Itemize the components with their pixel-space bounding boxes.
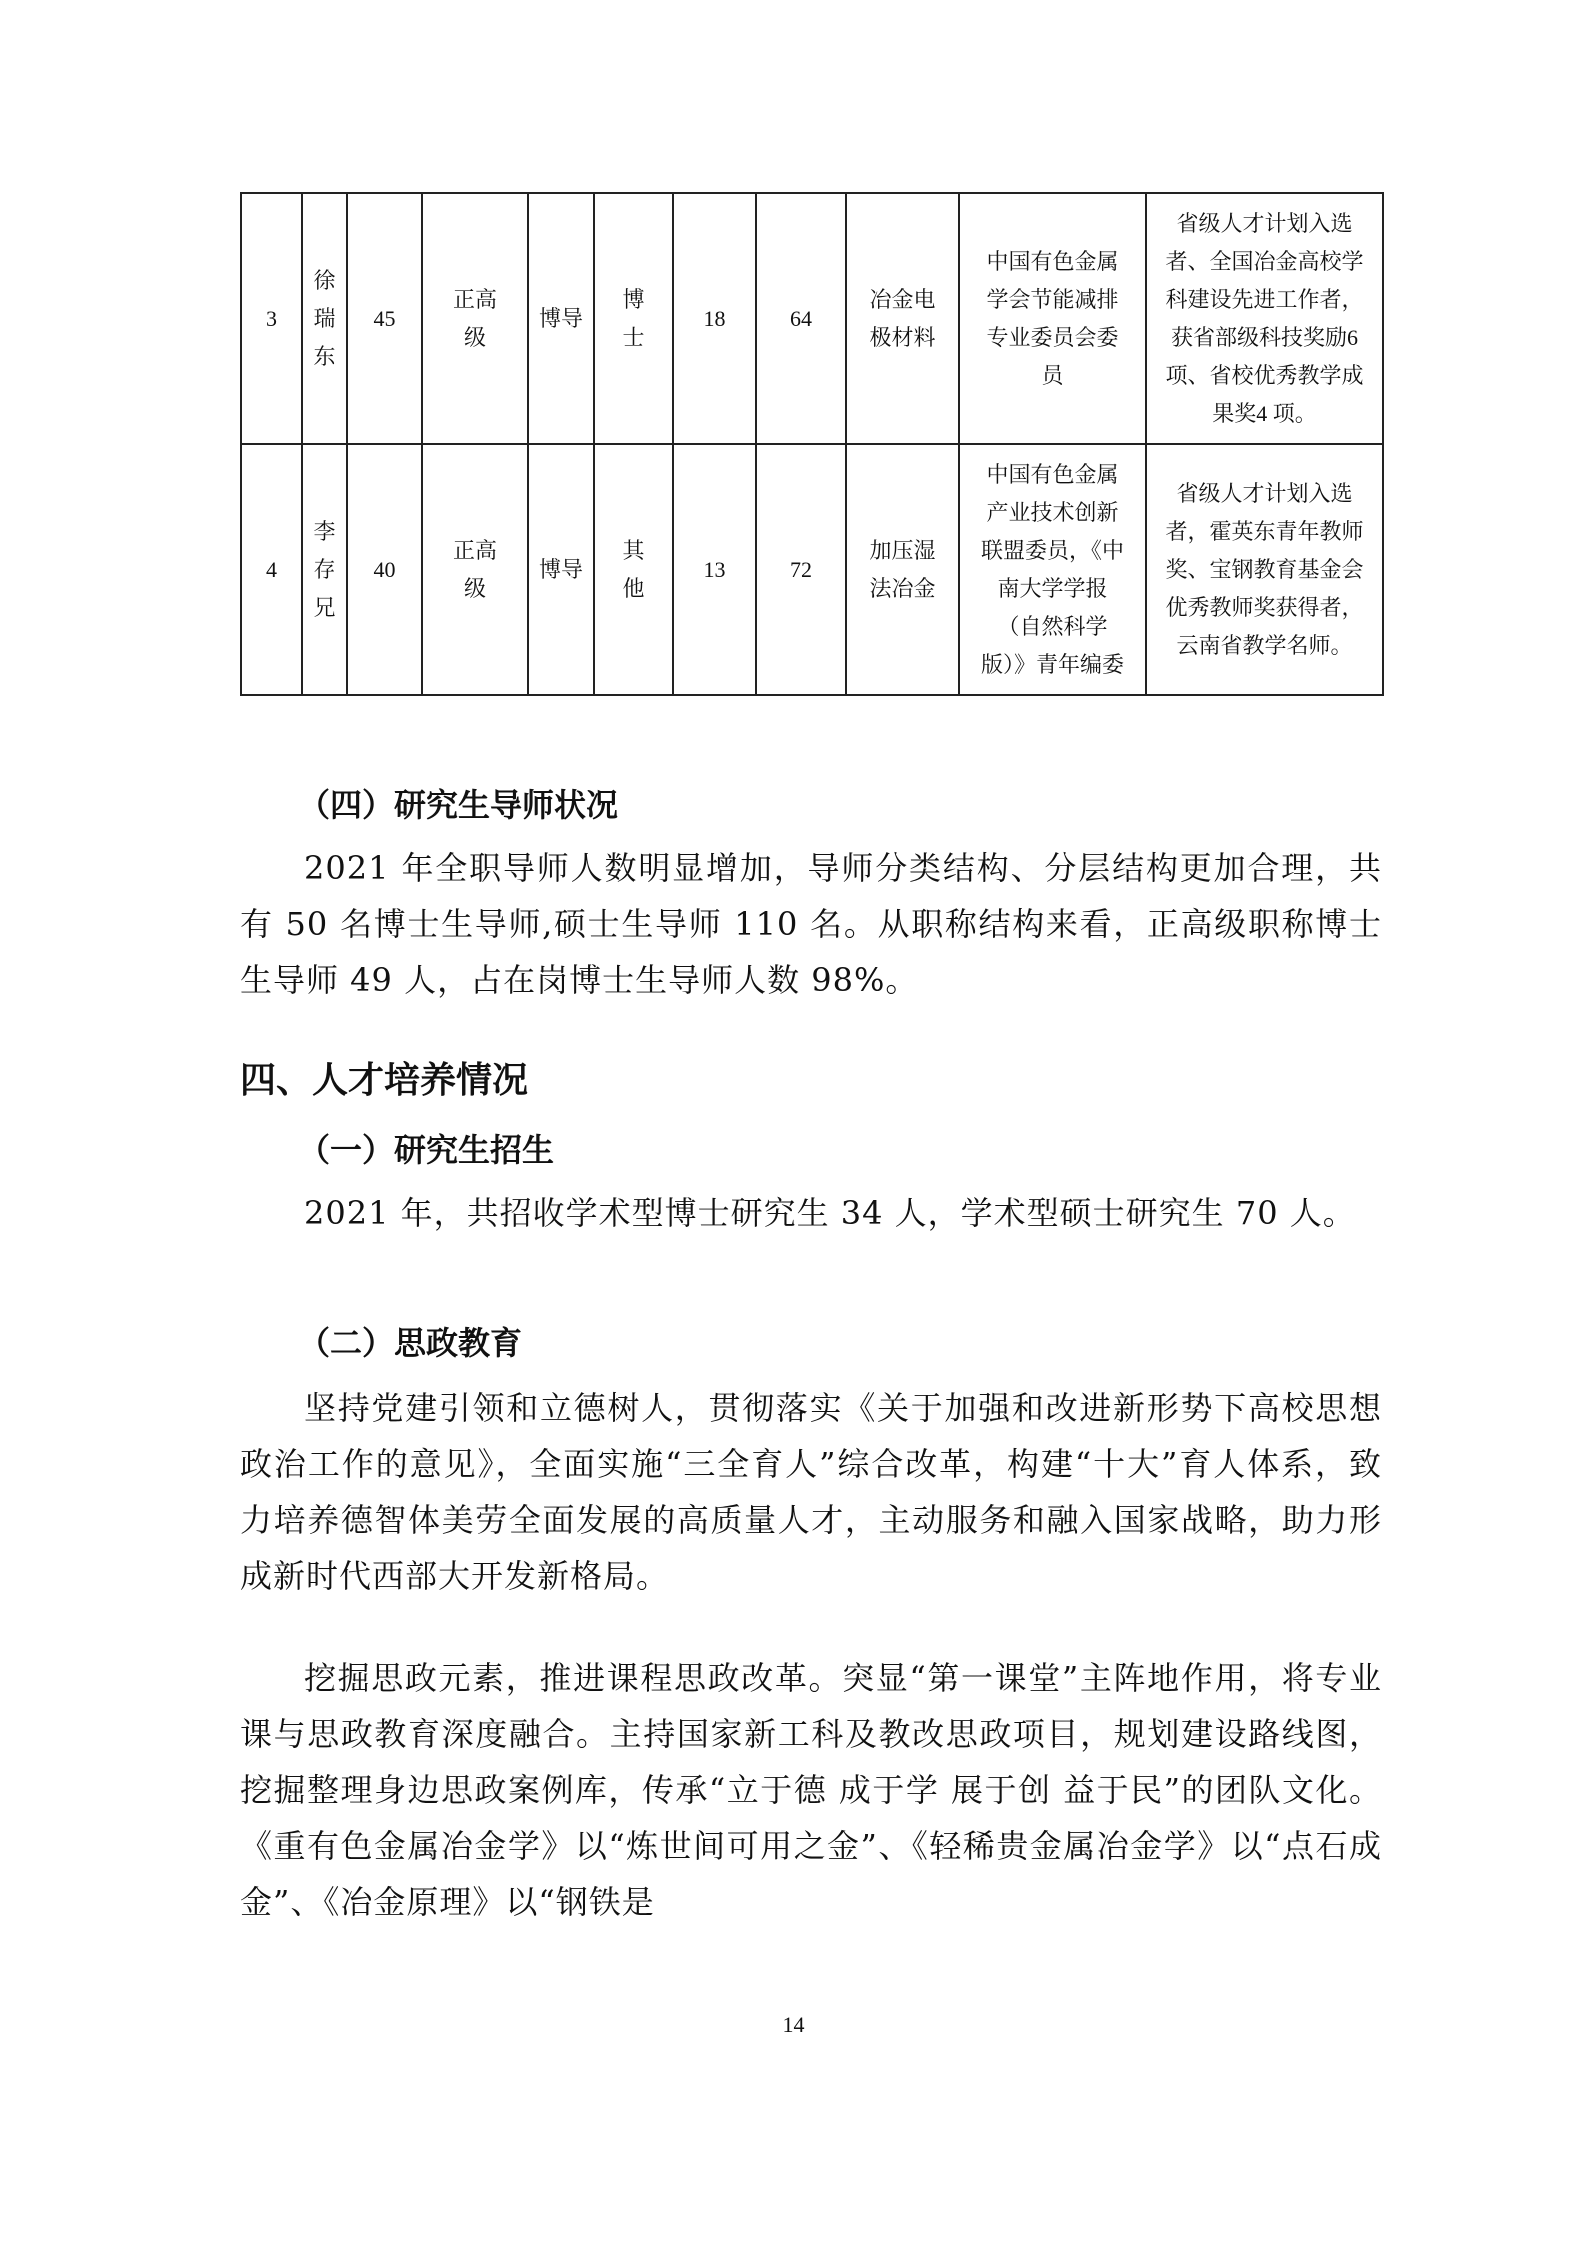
page-number: 14 [782, 2012, 805, 2037]
cell-age: 40 [347, 444, 422, 695]
cell-no: 4 [241, 444, 302, 695]
cell-position: 中国有色金属产业技术创新联盟委员，《中南大学学报（自然科学版）》青年编委 [959, 444, 1146, 695]
cell-field: 冶金电极材料 [846, 193, 959, 444]
cell-col7: 18 [673, 193, 756, 444]
cell-position: 中国有色金属学会节能减排专业委员会委员 [959, 193, 1146, 444]
section-heading-supervisors: （四）研究生导师状况 [298, 786, 619, 824]
cell-age: 45 [347, 193, 422, 444]
cell-degree: 其他 [594, 444, 673, 695]
cell-title: 正高级 [422, 444, 528, 695]
cell-col8: 64 [756, 193, 846, 444]
cell-tutor: 博导 [528, 193, 594, 444]
section-heading-ideology: （二）思政教育 [298, 1324, 523, 1362]
cell-name: 李存兄 [302, 444, 347, 695]
table-row [241, 193, 1383, 444]
cell-title: 正高级 [422, 193, 528, 444]
paragraph-supervisors: 2021 年全职导师人数明显增加，导师分类结构、分层结构更加合理，共有 50 名博士生导师,硕士生导师 110 名。从职称结构来看，正高级职称博士生导师 49 人，占在岗博士生导师人数 98%。 [240, 849, 1382, 999]
cell-name: 徐瑞东 [302, 193, 347, 444]
cell-honors: 省级人才计划入选者，霍英东青年教师奖、宝钢教育基金会优秀教师奖获得者，云南省教学名师。 [1146, 444, 1383, 695]
paragraph-enrollment: 2021 年，共招收学术型博士研究生 34 人，学术型硕士研究生 70 人。 [304, 1194, 1356, 1232]
cell-degree: 博士 [594, 193, 673, 444]
cell-col7: 13 [673, 444, 756, 695]
cell-no: 3 [241, 193, 302, 444]
table-row [241, 444, 1383, 695]
cell-col8: 72 [756, 444, 846, 695]
chapter-heading: 四、人才培养情况 [240, 1060, 529, 1101]
paragraph-ideology-1: 坚持党建引领和立德树人，贯彻落实《关于加强和改进新形势下高校思想政治工作的意见》，全面实施“三全育人”综合改革，构建“十大”育人体系，致力培养德智体美劳全面发展的高质量人才，主动服务和融入国家战略，助力形成新时代西部大开发新格局。 [240, 1389, 1382, 1595]
section-heading-enrollment: （一）研究生招生 [298, 1131, 555, 1169]
cell-honors: 省级人才计划入选者、全国冶金高校学科建设先进工作者，获省部级科技奖励6 项、省校优秀教学成果奖4 项。 [1146, 193, 1383, 444]
cell-tutor: 博导 [528, 444, 594, 695]
supervisor-table [240, 192, 1384, 696]
cell-field: 加压湿法冶金 [846, 444, 959, 695]
paragraph-ideology-2: 挖掘思政元素，推进课程思政改革。突显“第一课堂”主阵地作用，将专业课与思政教育深度融合。主持国家新工科及教改思政项目，规划建设路线图，挖掘整理身边思政案例库，传承“立于德 成于学 展于创 益于民”的团队文化。《重有色金属冶金学》以“炼世间可用之金”、《轻稀贵金属冶金学》以“点石成金”、《冶金原理》以“钢铁是 [240, 1659, 1382, 1921]
